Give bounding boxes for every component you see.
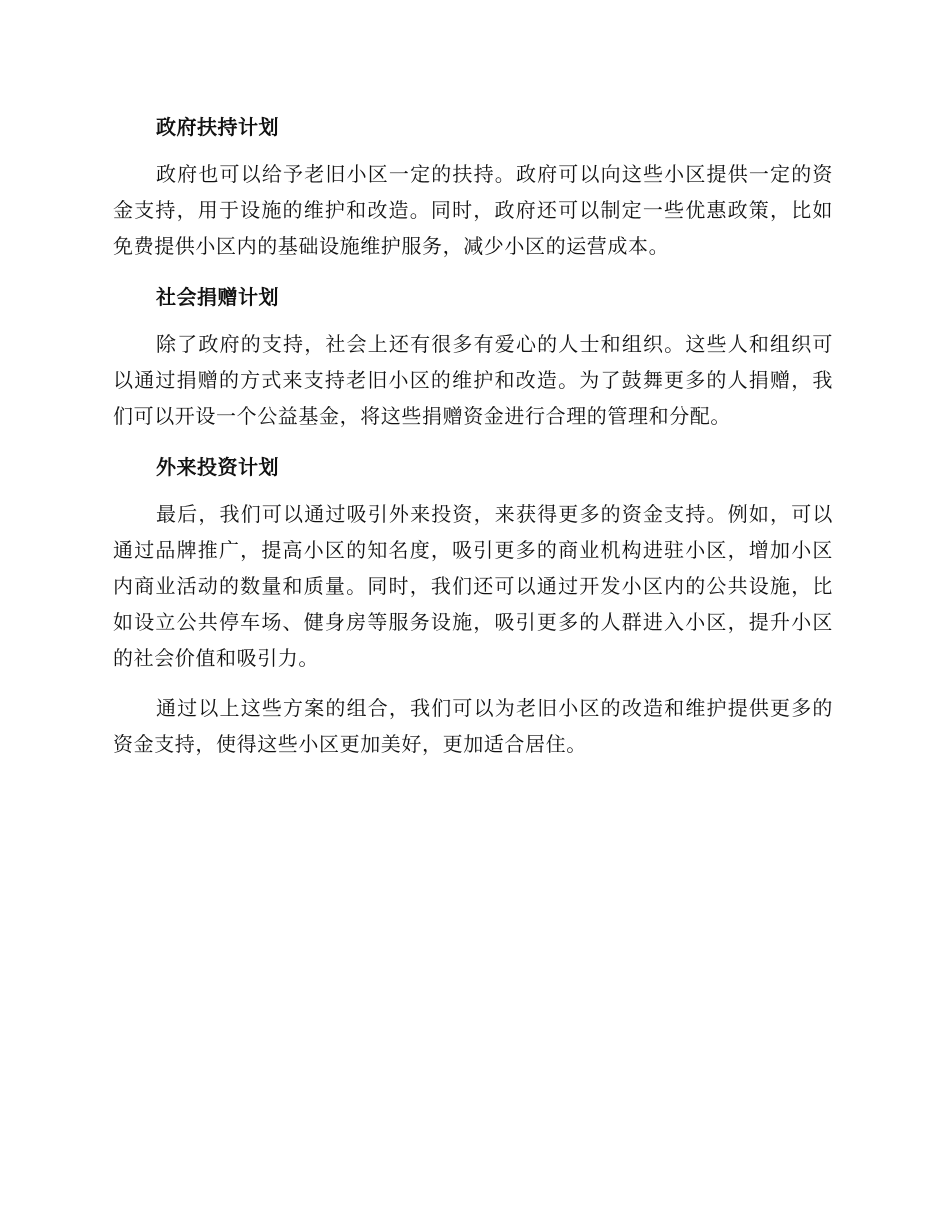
section-heading-social-donation: 社会捐赠计划 — [156, 285, 279, 309]
section-paragraph-external-investment: 最后，我们可以通过吸引外来投资，来获得更多的资金支持。例如，可以通过品牌推广，提高小区的知名度，吸引更多的商业机构进驻小区，增加小区内商业活动的数量和质量。同时，我们还可以通过开发小区内的公共设施，比如设立公共停车场、健身房等服务设施，吸引更多的人群进入小区，提升小区的社会价值和吸引力。 — [113, 502, 833, 670]
section-heading-external-investment: 外来投资计划 — [156, 455, 279, 479]
section-paragraph-government-support: 政府也可以给予老旧小区一定的扶持。政府可以向这些小区提供一定的资金支持，用于设施的维护和改造。同时，政府还可以制定一些优惠政策，比如免费提供小区内的基础设施维护服务，减少小区的运营成本。 — [113, 162, 833, 258]
conclusion-paragraph: 通过以上这些方案的组合，我们可以为老旧小区的改造和维护提供更多的资金支持，使得这些小区更加美好，更加适合居住。 — [113, 696, 833, 756]
section-heading-government-support: 政府扶持计划 — [156, 115, 279, 139]
document-body — [113, 108, 833, 762]
section-paragraph-social-donation: 除了政府的支持，社会上还有很多有爱心的人士和组织。这些人和组织可以通过捐赠的方式来支持老旧小区的维护和改造。为了鼓舞更多的人捐赠，我们可以开设一个公益基金，将这些捐赠资金进行合理的管理和分配。 — [113, 332, 833, 428]
